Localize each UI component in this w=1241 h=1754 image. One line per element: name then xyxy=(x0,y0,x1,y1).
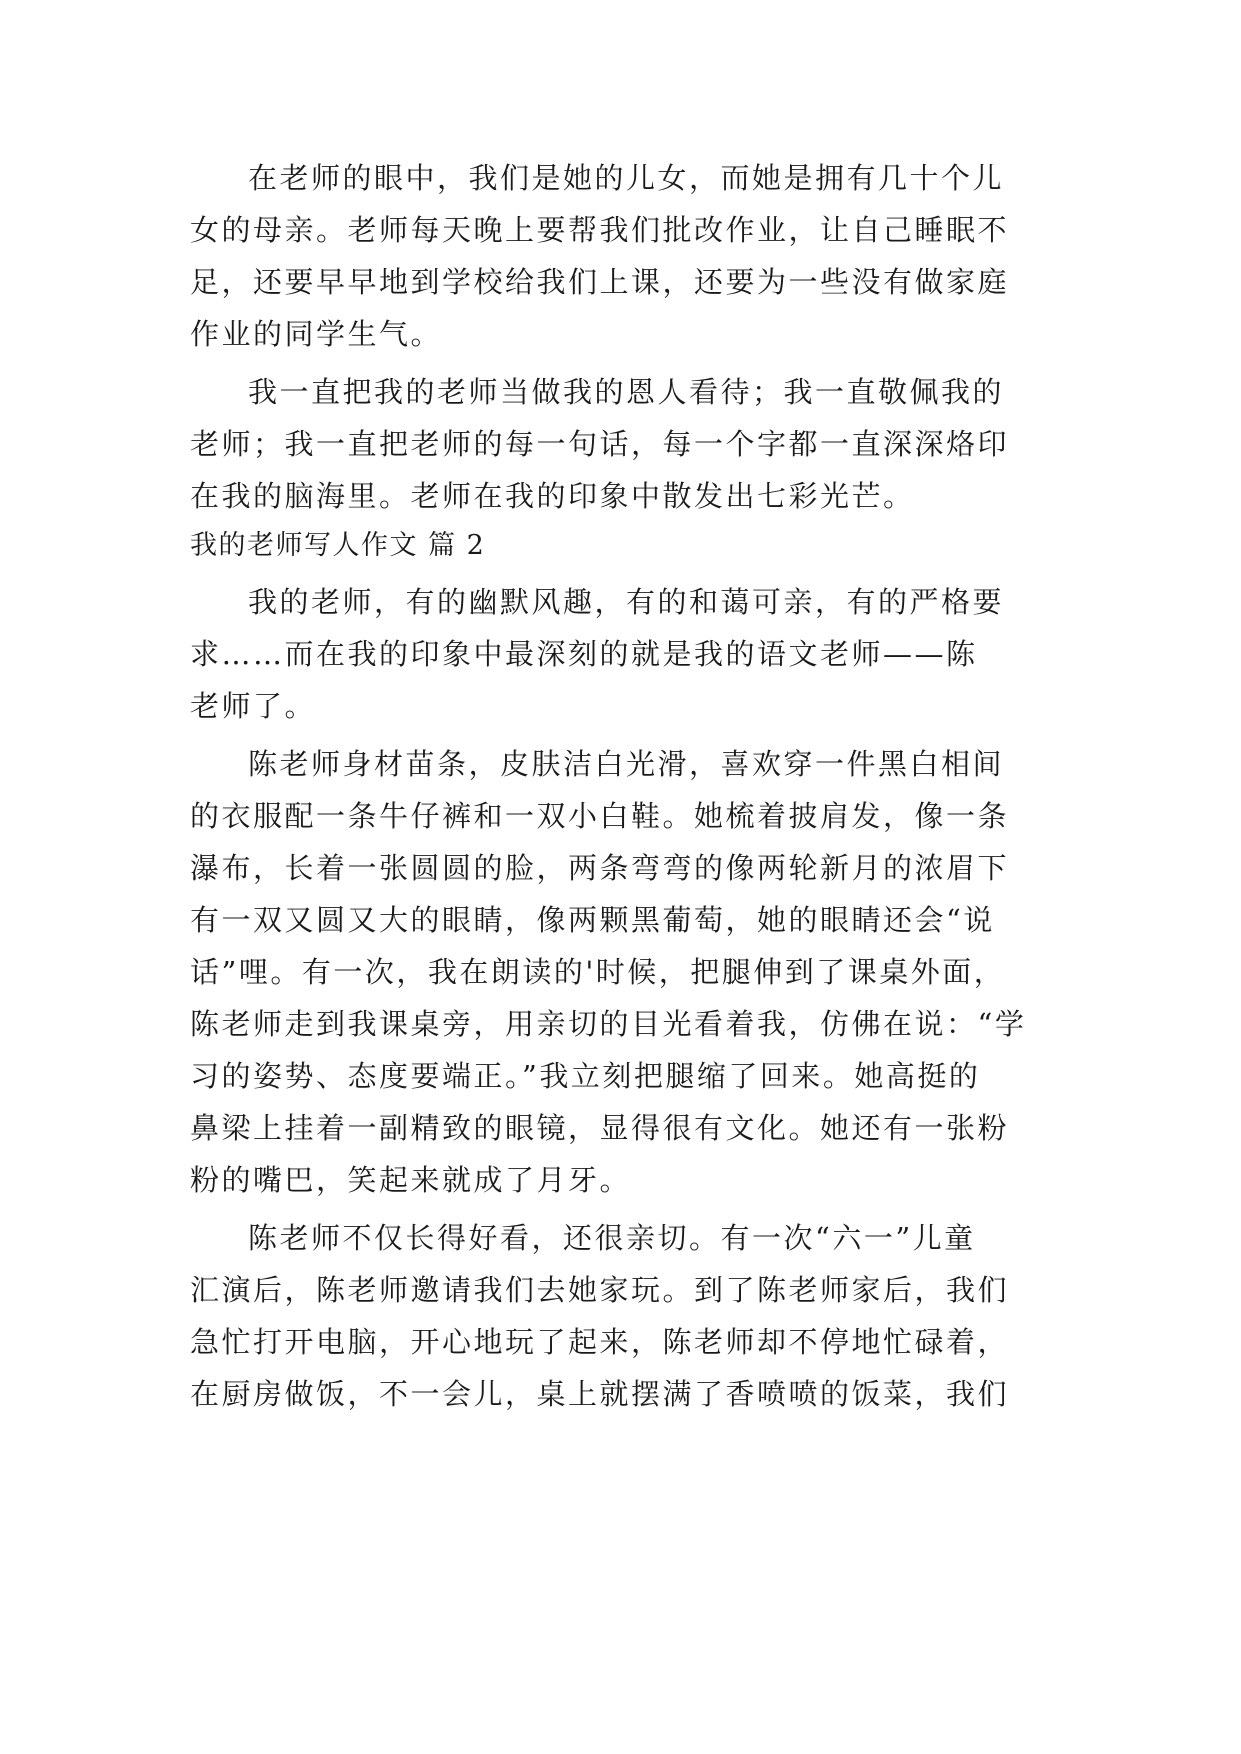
paragraph-4-line-1: 陈老师身材苗条，皮肤洁白光滑，喜欢穿一件黑白相间 xyxy=(248,747,1005,781)
paragraph-4-line-7: 习的姿势、态度要端正。”我立刻把腿缩了回来。她高挺的 xyxy=(190,1059,981,1093)
paragraph-1-line-1: 在老师的眼中，我们是她的儿女，而她是拥有几十个儿 xyxy=(248,161,1005,195)
paragraph-1-line-4: 作业的同学生气。 xyxy=(190,317,443,351)
paragraph-3-line-1: 我的老师，有的幽默风趣，有的和蔼可亲，有的严格要 xyxy=(248,585,1005,619)
paragraph-4-line-8: 鼻梁上挂着一副精致的眼镜，显得很有文化。她还有一张粉 xyxy=(190,1111,1010,1145)
paragraph-5-line-4: 在厨房做饭，不一会儿，桌上就摆满了香喷喷的饭菜，我们 xyxy=(190,1377,1010,1411)
paragraph-4-line-6: 陈老师走到我课桌旁，用亲切的目光看着我，仿佛在说：“学 xyxy=(190,1007,1027,1041)
paragraph-4-line-9: 粉的嘴巴，笑起来就成了月牙。 xyxy=(190,1163,632,1197)
section-heading: 我的老师写人作文 篇 2 xyxy=(190,530,486,561)
paragraph-4-line-5: 话”哩。有一次，我在朗读的'时候，把腿伸到了课桌外面， xyxy=(190,955,1006,989)
paragraph-4-line-2: 的衣服配一条牛仔裤和一双小白鞋。她梳着披肩发，像一条 xyxy=(190,799,1010,833)
paragraph-1-line-3: 足，还要早早地到学校给我们上课，还要为一些没有做家庭 xyxy=(190,265,1010,299)
paragraph-1-line-2: 女的母亲。老师每天晚上要帮我们批改作业，让自己睡眠不 xyxy=(190,213,1010,247)
paragraph-3-line-3: 老师了。 xyxy=(190,689,317,723)
paragraph-5-line-1: 陈老师不仅长得好看，还很亲切。有一次“六一”儿童 xyxy=(248,1221,976,1255)
paragraph-2-line-3: 在我的脑海里。老师在我的印象中散发出七彩光芒。 xyxy=(190,479,915,513)
paragraph-3-line-2: 求……而在我的印象中最深刻的就是我的语文老师——陈 xyxy=(190,637,978,671)
paragraph-5-line-2: 汇演后，陈老师邀请我们去她家玩。到了陈老师家后，我们 xyxy=(190,1273,1010,1307)
paragraph-5-line-3: 急忙打开电脑，开心地玩了起来，陈老师却不停地忙碌着， xyxy=(190,1325,1010,1359)
paragraph-2-line-1: 我一直把我的老师当做我的恩人看待；我一直敬佩我的 xyxy=(248,375,1005,409)
paragraph-4-line-3: 瀑布，长着一张圆圆的脸，两条弯弯的像两轮新月的浓眉下 xyxy=(190,851,1010,885)
paragraph-4-line-4: 有一双又圆又大的眼睛，像两颗黑葡萄，她的眼睛还会“说 xyxy=(190,903,995,937)
paragraph-2-line-2: 老师；我一直把老师的每一句话，每一个字都一直深深烙印 xyxy=(190,427,1010,461)
